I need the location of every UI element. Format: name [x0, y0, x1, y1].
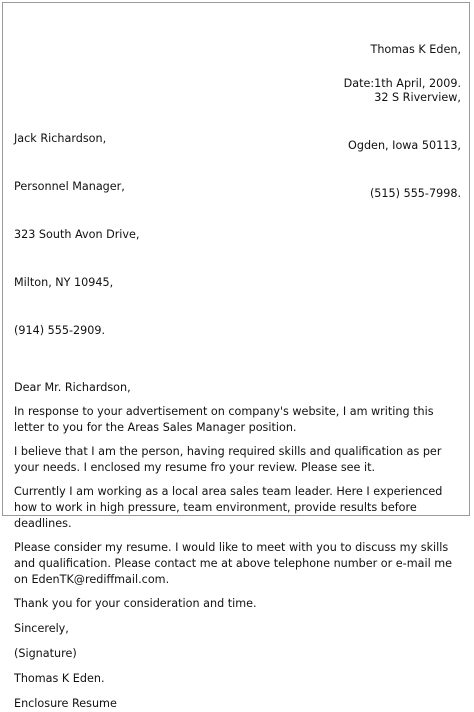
- sender-street: 32 S Riverview,: [374, 91, 461, 104]
- paragraph-2: I believe that I am the person, having required skills and qualification as per your needs. I enclosed my resume fro your review. Please see it.: [14, 445, 442, 474]
- recipient-street: 323 South Avon Drive,: [14, 228, 140, 241]
- paragraph-5: Thank you for your consideration and time.: [14, 597, 257, 610]
- sender-city: Ogden, Iowa 50113,: [348, 139, 461, 152]
- recipient-city: Milton, NY 10945,: [14, 276, 114, 289]
- paragraph-4: Please consider my resume. I would like to meet with you to discuss my skills and qualification. Please contact me at above telephone number or e-mail me on EdenTK@rediffmail.com.: [14, 541, 453, 586]
- enclosure-note: Enclosure Resume: [14, 697, 117, 710]
- paragraph-3: Currently I am working as a local area sales team leader. Here I experienced how to work in high pressure, team environment, provide results before deadlines.: [14, 485, 443, 530]
- closing: Sincerely,: [14, 622, 69, 635]
- recipient-address: [14, 99, 464, 371]
- letter-date: Date:1th April, 2009.: [343, 77, 461, 90]
- recipient-phone: (914) 555-2909.: [14, 324, 106, 337]
- letter-page: [2, 2, 470, 710]
- recipient-title: Personnel Manager,: [14, 180, 125, 193]
- signature-placeholder: (Signature): [14, 647, 77, 660]
- salutation: Dear Mr. Richardson,: [14, 381, 131, 394]
- recipient-name: Jack Richardson,: [14, 132, 107, 145]
- paragraph-1: In response to your advertisement on company's website, I am writing this letter to you for the Areas Sales Manager position.: [14, 405, 434, 434]
- sender-name: Thomas K Eden,: [370, 43, 461, 56]
- signer-name: Thomas K Eden.: [14, 672, 105, 685]
- sender-phone: (515) 555-7998.: [369, 187, 461, 200]
- letter-body: [14, 99, 464, 712]
